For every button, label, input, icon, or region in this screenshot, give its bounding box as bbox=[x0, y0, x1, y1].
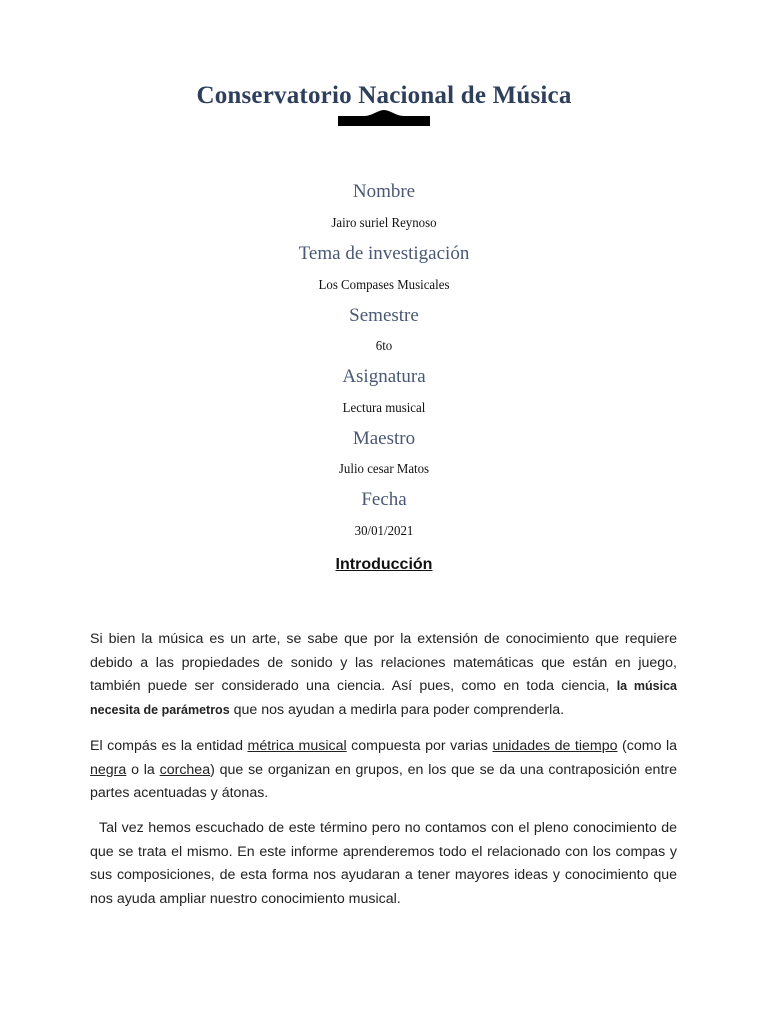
cover-value-asignatura: Lectura musical bbox=[342, 401, 426, 416]
paragraph-2-text-d: o la bbox=[126, 761, 160, 778]
link-metrica-musical[interactable]: métrica musical bbox=[247, 738, 347, 754]
paragraph-2 bbox=[90, 735, 677, 806]
paragraph-1-text: Si bien la música es un arte, se sabe que por la extensión de conocimiento que requiere debido a las propiedades de sonido y las relaciones matemáticas que están en juego, también puede ser considerado una ciencia. Así pues, como en toda ciencia, bbox=[90, 631, 677, 694]
cover-heading-asignatura: Asignatura bbox=[342, 366, 426, 387]
paragraph-2-text: El compás es la entidad bbox=[90, 738, 248, 754]
paragraph-1-end: que nos ayudan a medirla para poder comprenderla. bbox=[229, 701, 565, 718]
cover-heading-nombre: Nombre bbox=[352, 181, 416, 202]
cover-heading-tema: Tema de investigación bbox=[298, 243, 470, 264]
paragraph-2-text-b: compuesta por varias bbox=[346, 738, 493, 754]
paragraph-1 bbox=[90, 628, 677, 722]
paragraph-2-text-e: ) que se organizan en grupos, en los que se da una contraposición entre partes acentuadas y átonas. bbox=[90, 761, 677, 801]
cover-value-fecha: 30/01/2021 bbox=[354, 524, 414, 539]
paragraph-1-bold: la música necesita de parámetros bbox=[90, 679, 678, 717]
cover-value-maestro: Julio cesar Matos bbox=[338, 462, 430, 477]
link-negra[interactable]: negra bbox=[90, 761, 127, 778]
document-title: Conservatorio Nacional de Música bbox=[196, 82, 572, 109]
paragraph-2-text-c: (como la bbox=[617, 738, 678, 754]
title-ornament-icon bbox=[338, 108, 430, 130]
cover-heading-semestre: Semestre bbox=[349, 305, 419, 326]
intro-heading: Introducción bbox=[335, 556, 433, 573]
cover-heading-fecha: Fecha bbox=[361, 489, 407, 510]
cover-value-semestre: 6to bbox=[375, 339, 393, 354]
cover-heading-maestro: Maestro bbox=[352, 428, 416, 449]
paragraph-3: Tal vez hemos escuchado de este término pero no contamos con el pleno conocimiento de que se trata el mismo. En este informe aprenderemos todo el relacionado con los compas y sus composiciones, de esta forma nos ayudaran a tener mayores ideas y conocimiento que nos ayuda ampliar nuestro conocimiento musical. bbox=[90, 820, 677, 907]
link-corchea[interactable]: corchea bbox=[159, 761, 211, 778]
cover-value-nombre: Jairo suriel Reynoso bbox=[331, 216, 437, 231]
link-unidades-de-tiempo[interactable]: unidades de tiempo bbox=[492, 738, 618, 754]
cover-value-tema: Los Compases Musicales bbox=[318, 278, 450, 293]
